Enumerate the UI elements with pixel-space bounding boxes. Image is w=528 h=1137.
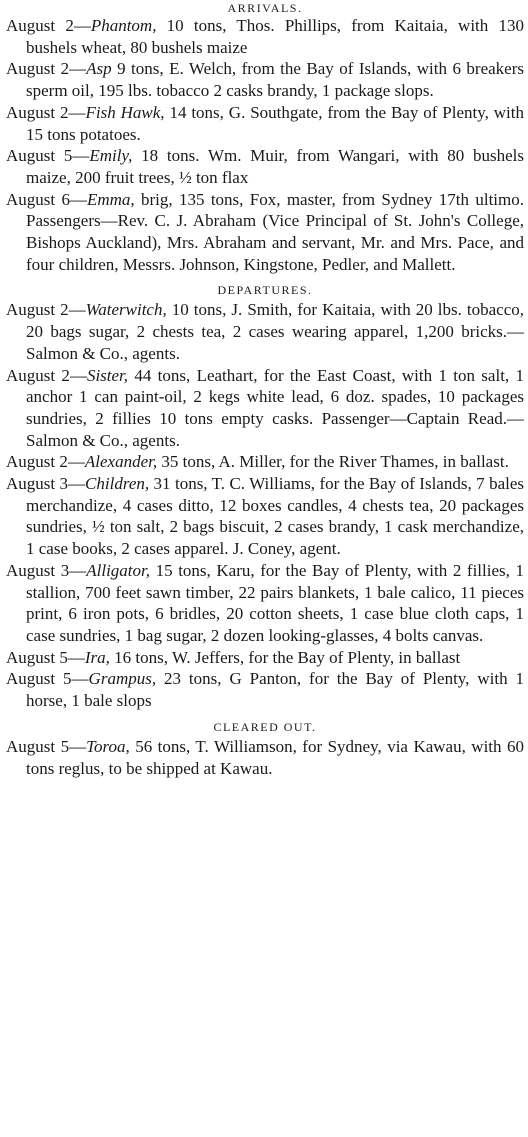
entry-date: August 5 [6, 647, 68, 667]
entry-text: 31 tons, T. C. Williams, for the Bay of Islands, 7 bales merchandize, 4 cases ditto, 12 boxes candles, 4 chests tea, 20 packages sundries, ½ ton salt, 2 bags biscuit, 2 cases brandy, 1 cask merchandize, 1 case books, 2 cases apparel. J. Coney, agent. [26, 474, 524, 559]
section-heading-cleared-out: CLEARED OUT. [213, 719, 317, 734]
entry-dash: — [69, 59, 87, 79]
entry-dash: — [67, 647, 85, 667]
departure-entry [6, 647, 524, 669]
entry-dash: — [68, 474, 86, 494]
entry-date: August 3 [6, 474, 69, 494]
ship-name: Toroa, [86, 736, 130, 756]
entry-date: August 2 [6, 16, 74, 35]
ship-name: Ira, [84, 647, 110, 667]
arrival-entry [6, 58, 524, 101]
ship-name: Phantom, [90, 16, 157, 35]
departure-entry [6, 668, 524, 711]
entry-text: 14 tons, G. Southgate, from the Bay of Plenty, with 15 tons potatoes. [26, 102, 524, 144]
entry-text: 10 tons, J. Smith, for Kaitaia, with 20 lbs. tobacco, 20 bags sugar, 2 chests tea, 2 cases wearing apparel, 1,200 bricks.—Salmon & Co., agents. [26, 300, 524, 363]
ship-name: Emma, [86, 189, 135, 209]
ship-name: Alexander, [84, 452, 158, 472]
entry-text: 16 tons, W. Jeffers, for the Bay of Plenty, in ballast [109, 647, 461, 667]
entry-dash: — [67, 452, 85, 472]
entry-date: August 2 [6, 452, 68, 472]
entry-text: 44 tons, Leathart, for the East Coast, with 1 ton salt, 1 anchor 1 can paint-oil, 2 kegs white lead, 6 doz. spades, 10 packages sundries, 2 fillies 10 tons empty casks. Passenger—Captain Read.—Salmon & Co., agents. [26, 365, 524, 450]
entry-dash: — [69, 189, 87, 209]
ship-name: Children, [85, 474, 150, 494]
departure-entry [6, 560, 524, 647]
entry-dash: — [68, 102, 86, 122]
entry-date: August 2 [6, 59, 70, 79]
entry-dash: — [71, 669, 89, 689]
departure-entry [6, 451, 524, 473]
entry-date: August 5 [6, 669, 72, 689]
entry-date: August 5 [6, 146, 73, 166]
entry-text: 35 tons, A. Miller, for the River Thames, in ballast. [157, 452, 509, 472]
entry-date: August 3 [6, 560, 70, 580]
entry-text: brig, 135 tons, Fox, master, from Sydney 17th ultimo. Passengers—Rev. C. J. Abraham (Vice Principal of St. John's College, Bishops Auckland), Mrs. Abraham and servant, Mr. and Mrs. Pace, and four children, Messrs. Johnson, Kingstone, Pedler, and Mallett. [26, 189, 524, 274]
arrival-entry [6, 102, 524, 145]
entry-dash: — [69, 365, 87, 385]
section-heading-arrivals: ARRIVALS. [227, 1, 303, 15]
ship-name: Fish Hawk, [85, 102, 165, 122]
entry-text: 18 tons. Wm. Muir, from Wangari, with 80 bushels maize, 200 fruit trees, ½ ton flax [26, 146, 524, 187]
entry-text: 15 tons, Karu, for the Bay of Plenty, with 2 fillies, 1 stallion, 700 feet sawn timber, 22 pairs blankets, 1 bale calico, 11 pieces print, 6 iron pots, 6 bridles, 20 cotton sheets, 1 case blue cloth caps, 1 case sundries, 1 bag sugar, 2 dozen looking-glasses, 4 bolts canvas. [26, 560, 524, 645]
departure-entry [6, 299, 524, 364]
entry-dash: — [69, 560, 87, 580]
ship-name: Asp [86, 59, 112, 79]
ship-name: Grampus, [88, 669, 157, 689]
entry-date: August 2 [6, 102, 69, 122]
entry-date: August 6 [6, 189, 70, 209]
entry-text: 9 tons, E. Welch, from the Bay of Islands, with 6 breakers sperm oil, 195 lbs. tobacco 2 casks brandy, 1 package slops. [26, 59, 524, 101]
arrival-entry [6, 145, 524, 188]
ship-name: Sister, [86, 365, 129, 385]
ship-name: Waterwitch, [85, 300, 167, 320]
entry-date: August 5 [6, 736, 70, 756]
ship-name: Alligator, [86, 560, 150, 580]
entry-text: 23 tons, G Panton, for the Bay of Plenty, with 1 horse, 1 bale slops [26, 669, 524, 711]
departure-entry [6, 473, 524, 560]
departure-entry [6, 365, 524, 452]
ship-name: Emily, [89, 146, 133, 166]
entry-dash: — [72, 146, 90, 166]
entry-dash: — [68, 300, 86, 320]
entry-dash: — [69, 736, 87, 756]
entry-date: August 2 [6, 365, 70, 385]
entry-dash: — [73, 16, 91, 35]
arrival-entry [6, 15, 524, 58]
arrival-entry [6, 189, 524, 276]
cleared-entry [6, 736, 524, 779]
section-heading-departures: DEPARTURES. [217, 283, 313, 298]
entry-date: August 2 [6, 300, 69, 320]
entry-text: 10 tons, Thos. Phillips, from Kaitaia, with 130 bushels wheat, 80 bushels maize [26, 16, 524, 57]
entry-text: 56 tons, T. Williamson, for Sydney, via Kawau, with 60 tons reglus, to be shipped at Kawau. [26, 736, 525, 778]
